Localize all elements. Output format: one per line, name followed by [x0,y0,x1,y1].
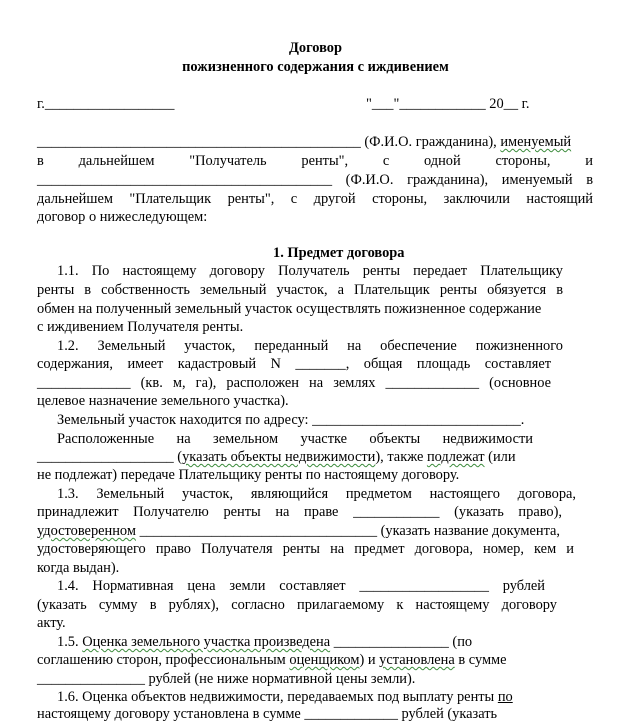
para-1-2-line-7-blank: ___________________ ( [37,449,183,465]
para-1-4-line-3: акту. [37,615,66,631]
para-1-6-line-1 [57,688,513,707]
parties-line-2: в дальнейшем "Получатель ренты", с одной стороны, и [37,153,593,169]
para-1-3-line-3 [37,522,560,541]
para-1-2-line-8: не подлежат) передаче Плательщику ренты по настоящему договору. [37,467,460,483]
para-1-2-line-7-mid: ), также [375,449,427,465]
para-1-2-line-7-underlined: указать объекты недвижимости [182,449,376,465]
para-1-5-line-3: _______________ рублей (не ниже нормативной цены земли). [37,671,416,687]
para-1-2-line-1: 1.2. Земельный участок, переданный на обеспечение пожизненного [57,338,563,354]
para-1-2-line-5: Земельный участок находится по адресу: _____________________________. [57,412,525,428]
para-1-6-line-1-text: 1.6. Оценка объектов недвижимости, передаваемых под выплату ренты [57,689,498,705]
para-1-3-line-3-rest: _________________________________ (указать название документа, [135,523,561,539]
para-1-5-line-1-underlined: Оценка земельного участка произведена [82,634,331,650]
para-1-3-line-3-underlined: удостоверенном [37,523,136,539]
para-1-5-line-2-c: ) и [359,652,380,668]
para-1-2-line-7-end: (или [484,449,516,465]
para-1-3-line-1: 1.3. Земельный участок, являющийся предметом настоящего договора, [57,486,576,502]
para-1-5-line-2-underlined-2: установлена [379,652,455,668]
para-1-2-line-7 [37,448,516,467]
para-1-6-line-2: настоящему договору установлена в сумме _____________ рублей (указать [37,706,498,722]
para-1-2-line-2: содержания, имеет кадастровый N _______, общая площадь составляет [37,356,551,372]
para-1-2-line-3: _____________ (кв. м, га), расположен на землях _____________ (основное [37,375,551,391]
para-1-5-line-1 [57,633,472,652]
parties-line-5: договор о нижеследующем: [37,209,208,225]
date-field: "___"____________ 20__ г. [366,96,530,112]
para-1-5-line-1-num: 1.5. [57,634,83,650]
para-1-2-line-4: целевое назначение земельного участка). [37,393,289,409]
doc-title-line1: Договор [289,40,342,56]
para-1-4-line-1: 1.4. Нормативная цена земли составляет __________________ рублей [57,578,545,594]
para-1-6-line-1-underlined: по [497,689,513,705]
para-1-4-line-2: (указать сумму в рублях), согласно прилагаемому к настоящему договору [37,597,557,613]
para-1-3-line-2: принадлежит Получателю ренты на праве ____________ (указать право), [37,504,562,520]
para-1-5-line-2-underlined: оценщиком [289,652,360,668]
para-1-1-line-2: ренты в собственность земельный участок, а Плательщик ренты обязуется в [37,282,563,298]
city-field: г.__________________ [37,96,175,112]
para-1-1-line-4: с иждивением Получателя ренты. [37,319,244,335]
section-heading: 1. Предмет договора [273,245,405,261]
para-1-3-line-4: удостоверяющего право Получателя ренты на предмет договора, номер, кем и [37,541,574,557]
para-1-1-line-1: 1.1. По настоящему договору Получатель ренты передает Плательщику [57,263,563,279]
para-1-2-line-6: Расположенные на земельном участке объекты недвижимости [57,431,533,447]
parties-line-1-text: _____________________________________________ (Ф.И.О. гражданина), [37,134,501,150]
para-1-5-line-1-rest: ________________ (по [330,634,473,650]
parties-line-3: _________________________________________ (Ф.И.О. гражданина), именуемый в [37,172,593,188]
parties-line-4: дальнейшем "Плательщик ренты", с другой стороны, заключили настоящий [37,191,593,207]
para-1-5-line-2-e: в сумме [454,652,507,668]
doc-title-line2: пожизненного содержания с иждивением [182,59,449,75]
parties-line-1 [37,133,571,152]
para-1-2-line-7-underlined-2: подлежат [426,449,485,465]
para-1-5-line-2 [37,651,507,670]
parties-line-1-underlined: именуемый [500,134,572,150]
para-1-1-line-3: обмен на полученный земельный участок осуществлять пожизненное содержание [37,301,542,317]
para-1-5-line-2-a: соглашению сторон, профессиональным [37,652,290,668]
para-1-3-line-5: когда выдан). [37,560,120,576]
